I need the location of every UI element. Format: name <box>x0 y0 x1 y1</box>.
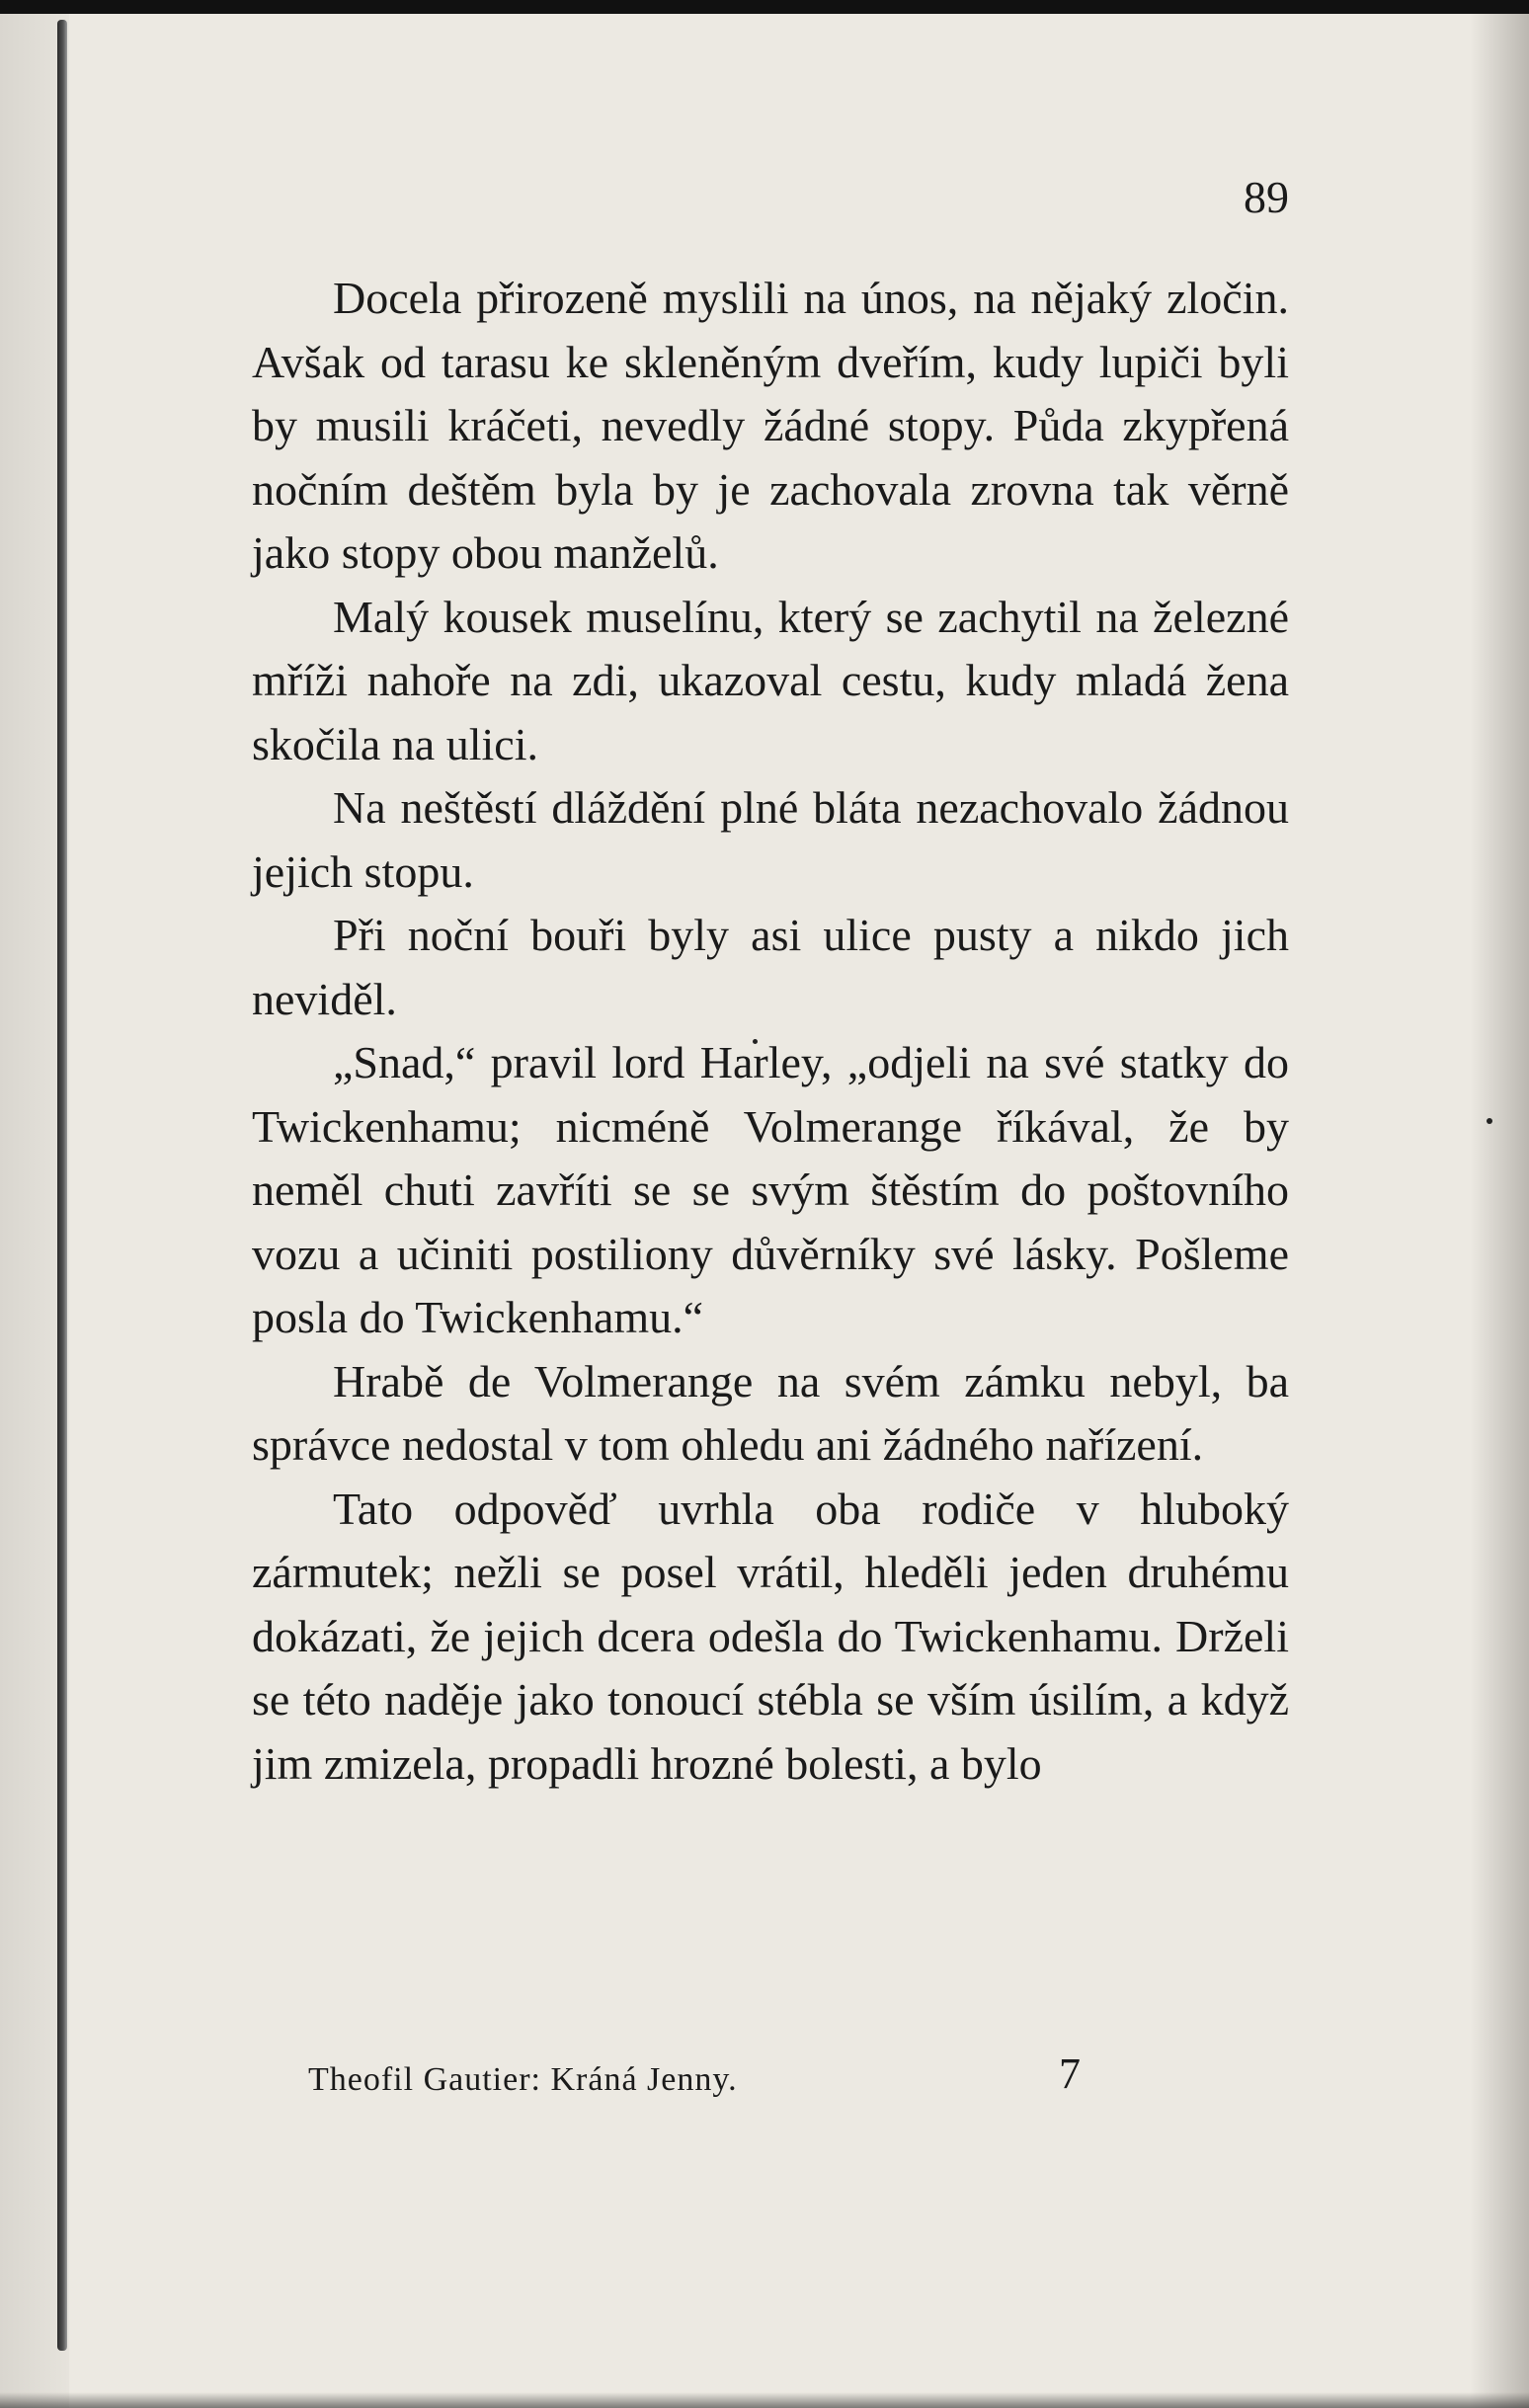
page-footer <box>308 2050 1098 2110</box>
scan-top-edge <box>0 0 1529 14</box>
paragraph: Na neštěstí dláždění plné bláta nezachovalo žádnou jejich stopu. <box>252 782 1289 897</box>
paragraph: Docela přirozeně myslili na únos, na nějaký zločin. Avšak od tarasu ke skleněným dveřím, kudy lupiči byli by musili kráčeti, nevedly žádné stopy. Půda zkypřená nočním deštěm byla by je zachovala zrovna tak věrně jako stopy obou manželů. <box>252 273 1289 578</box>
book-spine-shadow <box>57 20 67 2351</box>
paragraph: Malý kousek muselínu, který se zachytil na železné mříži nahoře na zdi, ukazoval cestu, kudy mladá žena skočila na ulici. <box>252 591 1289 769</box>
signature-mark: 7 <box>1059 2049 1081 2098</box>
page-number: 89 <box>1244 172 1289 222</box>
book-page <box>252 168 1289 1796</box>
ink-speck <box>1487 1118 1492 1124</box>
paragraph: „Snad,“ pravil lord Harley, „odjeli na své statky do Twickenhamu; nicméně Volmerange říkával, že by neměl chuti zavříti se se svým štěstím do poštovního vozu a učiniti postiliony důvěrníky své lásky. Pošleme posla do Twickenhamu.“ <box>252 1037 1289 1342</box>
paragraph: Hrabě de Volmerange na svém zámku nebyl, ba správce nedostal v tom ohledu ani žádného nařízení. <box>252 1355 1289 1470</box>
footer-book-title: Theofil Gautier: Kráná Jenny. <box>308 2061 738 2098</box>
scan-right-shadow <box>1470 14 1529 2408</box>
scan-bottom-edge <box>0 2392 1529 2408</box>
paragraph: Při noční bouři byly asi ulice pusty a nikdo jich neviděl. <box>252 910 1289 1024</box>
paragraph: Tato odpověď uvrhla oba rodiče v hluboký zármutek; nežli se posel vrátil, hleděli jeden druhému dokázati, že jejich dcera odešla do Twickenhamu. Drželi se této naděje jako tonoucí stébla se vším úsilím, a když jim zmizela, propadli hrozné bolesti, a bylo <box>252 1483 1289 1789</box>
body-text <box>252 267 1289 1796</box>
